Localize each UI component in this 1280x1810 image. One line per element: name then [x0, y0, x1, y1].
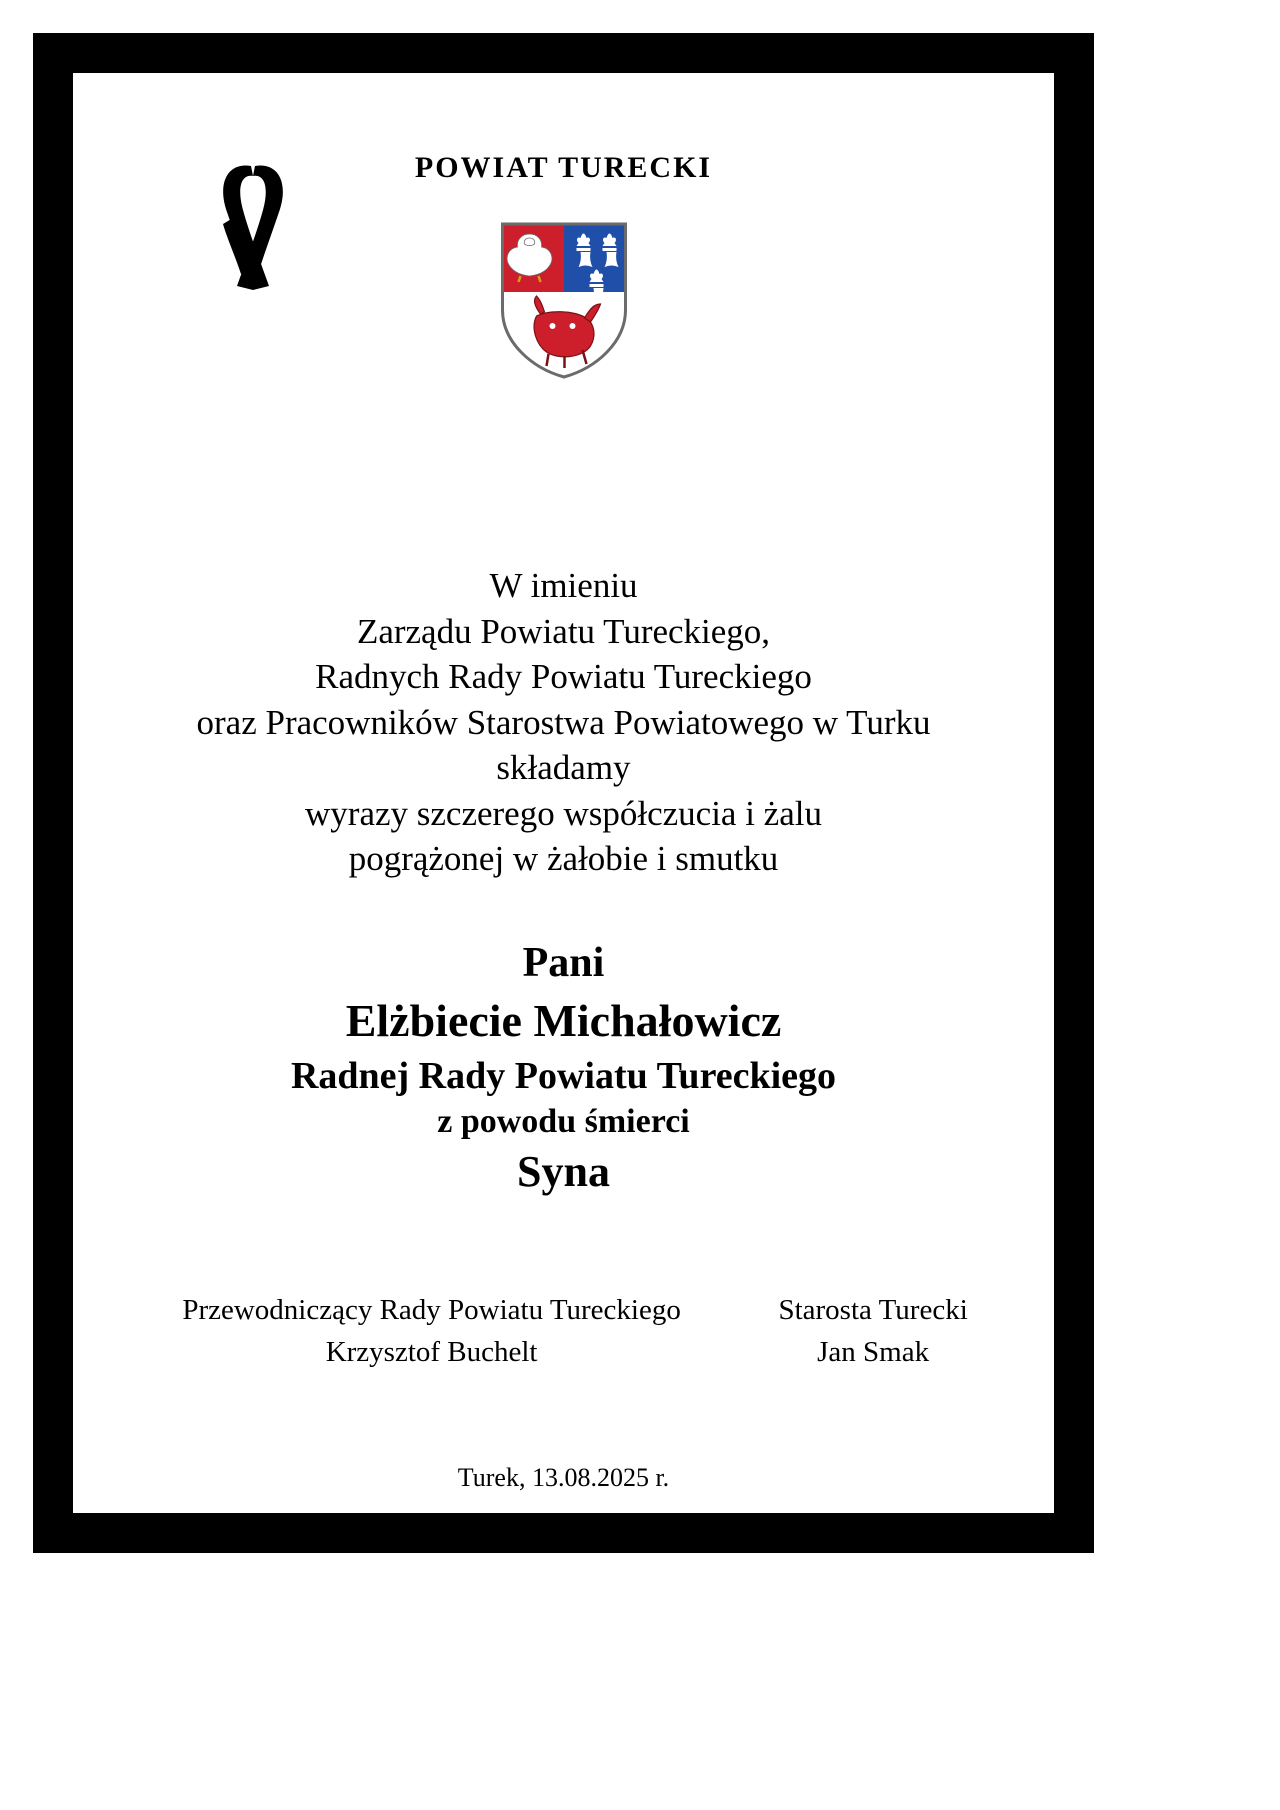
mourning-frame — [33, 33, 1094, 1553]
condolence-line: pogrążonej w żałobie i smutku — [348, 839, 779, 878]
signature-person: Jan Smak — [817, 1335, 930, 1368]
powiat-turecki-coat-of-arms-icon — [496, 218, 631, 383]
condolence-line: W imieniu — [489, 566, 638, 605]
honoree-role: Radnej Rady Powiatu Tureckiego — [290, 1054, 837, 1097]
signature-starosta — [732, 1290, 1014, 1372]
condolence-line: składamy — [496, 748, 631, 787]
condolence-line: Zarządu Powiatu Tureckiego, — [356, 611, 771, 651]
honoree-block — [73, 938, 1054, 1199]
condolence-line: wyrazy szczerego współczucia i żalu — [305, 793, 822, 833]
honoree-reason: z powodu śmierci — [437, 1103, 690, 1141]
place-and-date: Turek, 13.08.2025 r. — [457, 1462, 670, 1492]
signature-title: Starosta Turecki — [778, 1294, 968, 1327]
condolence-text — [73, 563, 1054, 882]
notice-card — [73, 73, 1054, 1513]
page-title: POWIAT TURECKI — [414, 151, 713, 184]
signature-title: Przewodniczący Rady Powiatu Tureckiego — [182, 1294, 681, 1327]
honoree-salutation: Pani — [522, 939, 605, 986]
signatures — [73, 1290, 1054, 1372]
notice-header — [73, 73, 1054, 303]
honoree-name: Elżbiecie Michałowicz — [345, 994, 782, 1046]
honoree-relation: Syna — [517, 1146, 610, 1196]
signature-person: Krzysztof Buchelt — [325, 1335, 538, 1368]
condolence-line: oraz Pracowników Starostwa Powiatowego w Turku — [196, 702, 931, 742]
signature-chairman — [131, 1290, 732, 1372]
condolence-line: Radnych Rady Powiatu Tureckiego — [315, 657, 812, 696]
